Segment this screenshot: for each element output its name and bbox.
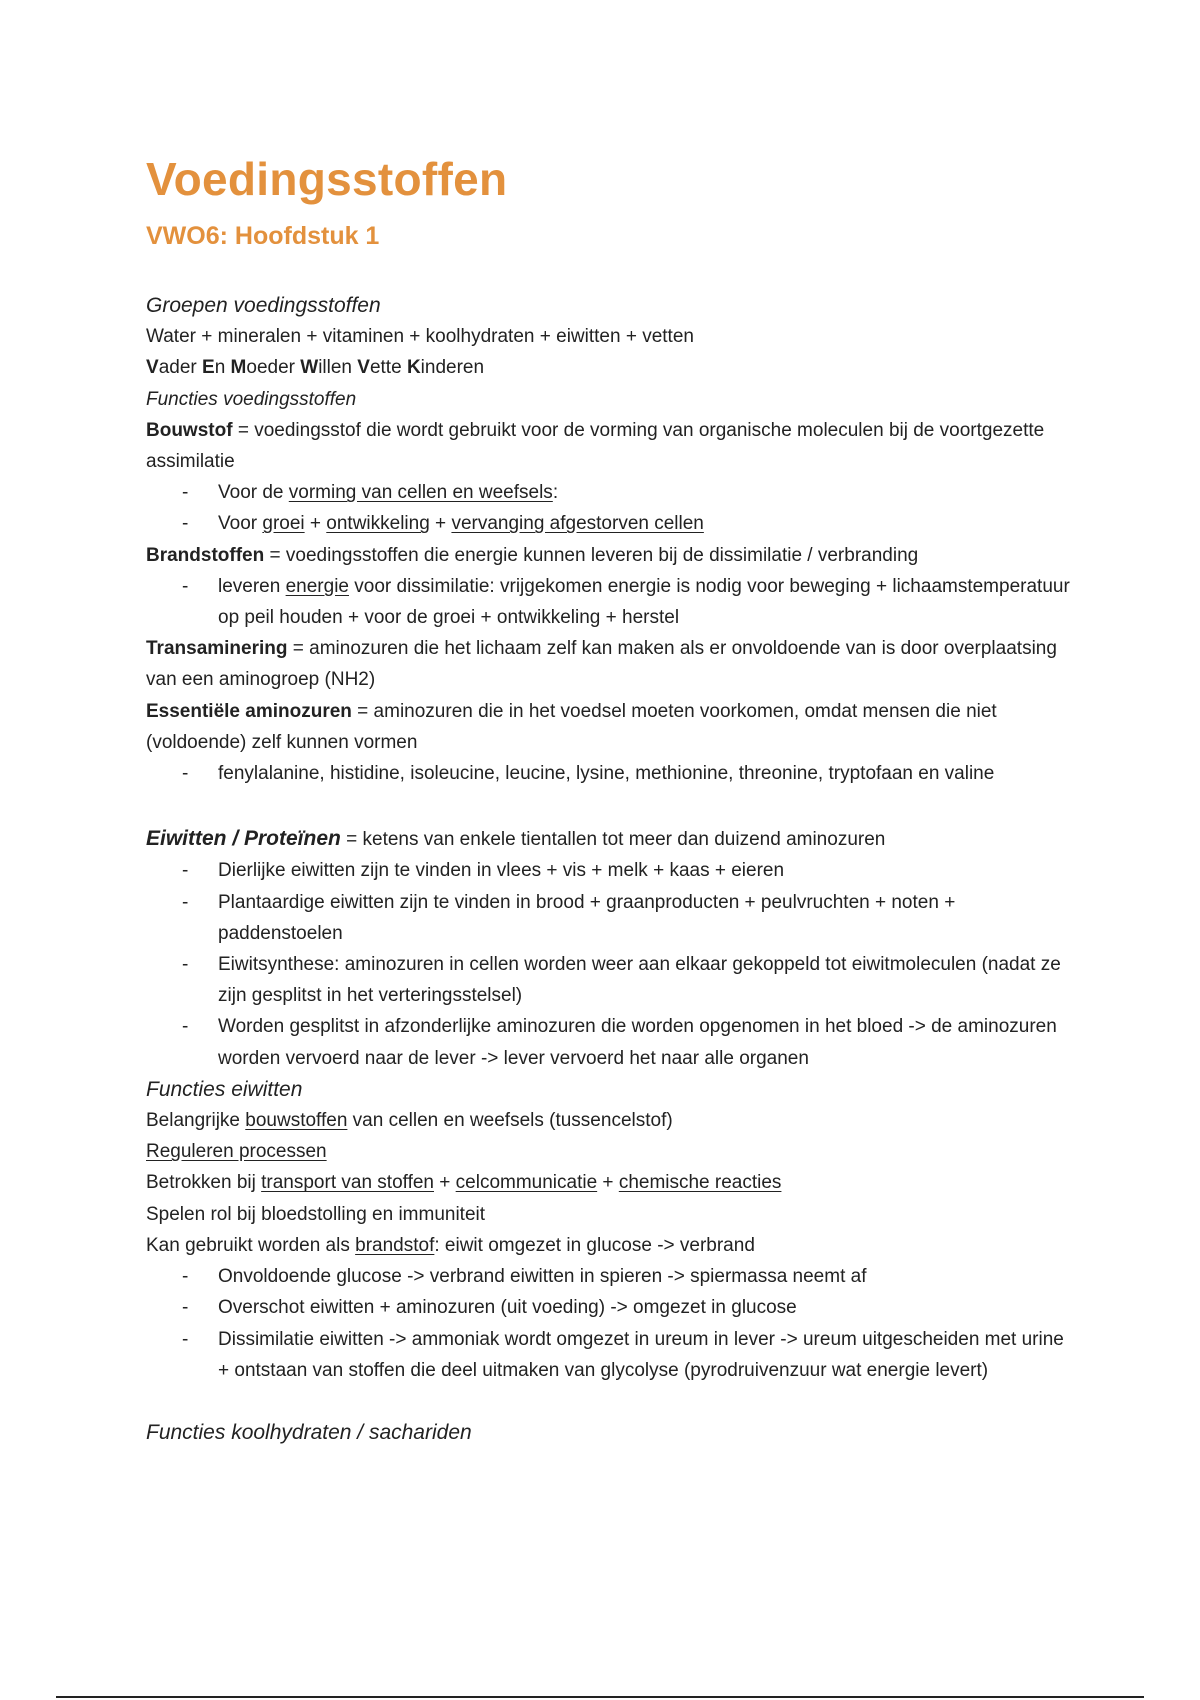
aminozuren-bullets [146,758,1076,789]
document-page [146,150,1076,1448]
definition: = aminozuren die het lichaam zelf kan maken als er onvoldoende van is door overplaatsing van een aminogroep (NH2) [146,638,1057,691]
mnemonic-line [146,352,1076,383]
mnemonic-initial: V [146,357,159,379]
list-item: - fenylalanine, histidine, isoleucine, leucine, lysine, methionine, threonine, tryptofaan en valine [146,758,1076,789]
list-item: - Onvoldoende glucose -> verbrand eiwitten in spieren -> spiermassa neemt af [146,1261,1076,1292]
mnemonic-initial: W [300,357,319,379]
underlined-text: vorming van cellen en weefsels [288,482,553,504]
list-item [146,477,1076,508]
definition: = voedingsstoffen die energie kunnen leveren bij de dissimilatie / verbranding [264,544,919,566]
mnemonic-rest: ader [158,357,202,379]
list-item: - Overschot eiwitten + aminozuren (uit voeding) -> omgezet in glucose [146,1292,1076,1323]
list-item: - Worden gesplitst in afzonderlijke aminozuren die worden opgenomen in het bloed -> de aminozuren worden vervoerd naar de lever -> lever vervoerd het naar alle organen [146,1011,1076,1073]
definition: = voedingsstof die wordt gebruikt voor de vorming van organische moleculen bij de voortgezette assimilatie [146,419,1045,473]
mnemonic-initial: V [357,357,370,379]
definition: = ketens van enkele tientallen tot meer dan duizend aminozuren [340,829,886,851]
text: voor dissimilatie: vrijgekomen energie is nodig voor beweging + lichaamstemperatuur op peil houden + voor de groei + ontwikkeling + herstel [218,575,1070,629]
term: Essentiële aminozuren [146,700,352,722]
underlined-text: bouwstoffen [245,1110,348,1132]
underlined-text: transport van stoffen [261,1172,434,1194]
term: Eiwitten / Proteïnen [146,827,341,851]
underlined-text: Reguleren processen [146,1141,327,1163]
spacer [146,789,1076,823]
text: : eiwit omgezet in glucose -> verbrand [434,1234,755,1256]
underlined-text: celcommunicatie [455,1172,598,1194]
section-heading-koolhydraten: Functies koolhydraten / sachariden [146,1420,472,1444]
brandstof-bullets [146,571,1076,633]
eiwitten-bullets [146,855,1076,1073]
mnemonic-rest: inderen [420,357,485,379]
document-body [146,290,1076,1448]
mnemonic-rest: illen [318,357,358,379]
mnemonic-initial: E [202,357,215,379]
mnemonic-rest: ette [369,357,407,379]
spacer [146,1386,1076,1417]
transaminering-definition [146,633,1076,695]
list-item [146,508,1076,539]
bouwstof-definition [146,415,1076,477]
functie-line [146,1167,1076,1198]
underlined-text: brandstof [355,1234,435,1256]
functie-line: Spelen rol bij bloedstolling en immuniteit [146,1203,486,1225]
functie-line [146,1230,1076,1261]
section-heading-functies: Functies voedingsstoffen [146,388,357,410]
functie-line [146,1136,1076,1167]
functie-line [146,1105,1076,1136]
text: van cellen en weefsels (tussencelstof) [347,1110,673,1132]
essentiele-aminozuren-definition [146,696,1076,758]
mnemonic-rest: oeder [246,357,301,379]
text: Kan gebruikt worden als [146,1234,356,1256]
brandstof-definition [146,540,1076,571]
functies-eiwitten-bullets [146,1261,1076,1386]
term: Transaminering [146,638,288,660]
text: + [429,513,452,535]
page-subtitle: VWO6: Hoofdstuk 1 [146,222,380,250]
groepen-list: Water + mineralen + vitaminen + koolhydraten + eiwitten + vetten [146,326,694,348]
eiwitten-definition [146,823,1076,855]
list-item [146,571,1076,633]
section-heading-groepen: Groepen voedingsstoffen [146,294,381,317]
underlined-text: chemische reacties [618,1172,782,1194]
list-item: - Plantaardige eiwitten zijn te vinden in brood + graanproducten + peulvruchten + noten + paddenstoelen [146,887,1076,949]
section-heading-functies-eiwitten: Functies eiwitten [146,1077,303,1101]
mnemonic-rest: n [214,357,231,379]
text: Voor de [218,482,289,504]
text: Belangrijke [146,1110,246,1132]
underlined-text: groei [262,513,305,535]
list-item: - Eiwitsynthese: aminozuren in cellen worden weer aan elkaar gekoppeld tot eiwitmoleculen (nadat ze zijn gesplitst in het verteringsstelsel) [146,949,1076,1011]
term: Brandstoffen [146,544,265,566]
definition: = aminozuren die in het voedsel moeten voorkomen, omdat mensen die niet (voldoende) zelf kunnen vormen [146,700,997,753]
text: : [552,482,559,504]
page-title: Voedingsstoffen [146,153,508,205]
bouwstof-bullets [146,477,1076,539]
text: + [304,513,327,535]
page-bottom-rule [56,1696,1144,1698]
text: leveren [218,575,286,597]
underlined-text: energie [285,575,349,597]
mnemonic-initial: K [406,357,421,379]
text: + [434,1172,456,1194]
mnemonic-initial: M [230,357,247,379]
underlined-text: ontwikkeling [326,513,430,535]
text: Voor [218,513,263,535]
term: Bouwstof [146,419,233,441]
text: Betrokken bij [146,1172,262,1194]
list-item: - Dissimilatie eiwitten -> ammoniak wordt omgezet in ureum in lever -> ureum uitgescheiden met urine + ontstaan van stoffen die deel uitmaken van glycolyse (pyrodruivenzuur wat energie levert) [146,1324,1076,1386]
underlined-text: vervanging afgestorven cellen [451,513,704,535]
text: + [597,1172,619,1194]
list-item: - Dierlijke eiwitten zijn te vinden in vlees + vis + melk + kaas + eieren [146,855,1076,886]
